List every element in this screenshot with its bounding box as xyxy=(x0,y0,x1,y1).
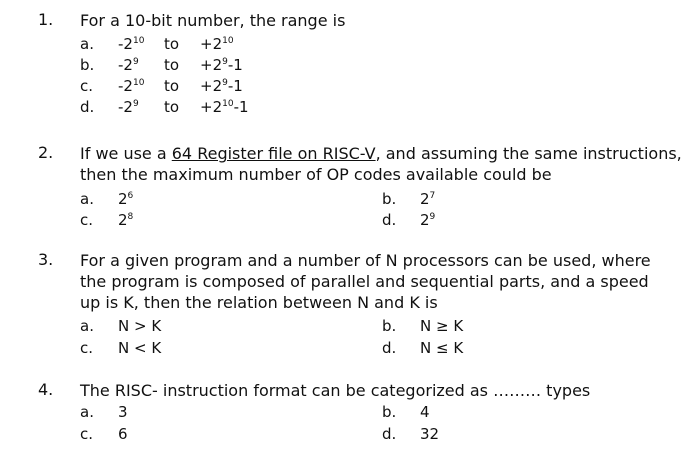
range-to: $+2^{10}-1$ xyxy=(200,97,249,116)
option-d[interactable]: d. 32 xyxy=(382,425,440,443)
option-letter: a. xyxy=(80,34,94,53)
to-word: to xyxy=(164,76,180,95)
option-letter: d. xyxy=(80,97,95,116)
range-to: $+2^9-1$ xyxy=(200,55,243,74)
option-letter: b. xyxy=(80,55,95,74)
to-word: to xyxy=(164,97,180,116)
option-c[interactable]: c. N < K xyxy=(80,339,162,357)
option-b[interactable] xyxy=(80,54,249,75)
to-word: to xyxy=(164,55,180,74)
range-from: $-2^{10}$ xyxy=(118,34,145,53)
option-b[interactable]: b. 4 xyxy=(382,403,430,421)
question-number: 2. xyxy=(38,143,54,162)
text-before: If we use a xyxy=(80,144,172,163)
option-a[interactable]: a. N > K xyxy=(80,317,162,335)
option-d[interactable] xyxy=(80,96,249,117)
to-word: to xyxy=(164,34,180,53)
option-d[interactable]: d. $2^9$ xyxy=(382,211,436,229)
option-d[interactable]: d. N ≤ K xyxy=(382,339,464,357)
question-text: The RISC- instruction format can be categorized as ……… types xyxy=(80,381,591,400)
options-list xyxy=(80,33,249,117)
question-number: 1. xyxy=(38,10,54,29)
option-b[interactable]: b. N ≥ K xyxy=(382,317,464,335)
option-c[interactable]: c. 6 xyxy=(80,425,128,443)
question-number: 3. xyxy=(38,250,54,269)
question-text xyxy=(80,143,690,185)
question-number: 4. xyxy=(38,380,54,399)
option-b[interactable]: b. $2^7$ xyxy=(382,190,436,208)
option-a[interactable] xyxy=(80,33,249,54)
range-to: $+2^{10}$ xyxy=(200,34,234,53)
option-a[interactable]: a. 3 xyxy=(80,403,128,421)
text-after: , and assuming the same instructions, then the maximum number of OP codes available could be xyxy=(80,144,682,184)
range-from: $-2^9$ xyxy=(118,55,139,74)
option-c[interactable]: c. $2^8$ xyxy=(80,211,134,229)
option-letter: c. xyxy=(80,76,94,95)
range-from: $-2^{10}$ xyxy=(118,76,145,95)
question-text: For a given program and a number of N processors can be used, where the program is composed of parallel and sequential parts, and a speed up is K, then the relation between N and K is xyxy=(80,251,651,312)
option-c[interactable] xyxy=(80,75,249,96)
range-from: $-2^9$ xyxy=(118,97,139,116)
option-a[interactable]: a. $2^6$ xyxy=(80,190,134,208)
range-to: $+2^9-1$ xyxy=(200,76,243,95)
question-text: For a 10-bit number, the range is xyxy=(80,11,346,30)
underlined-phrase: 64 Register file on RISC-V xyxy=(171,144,376,163)
